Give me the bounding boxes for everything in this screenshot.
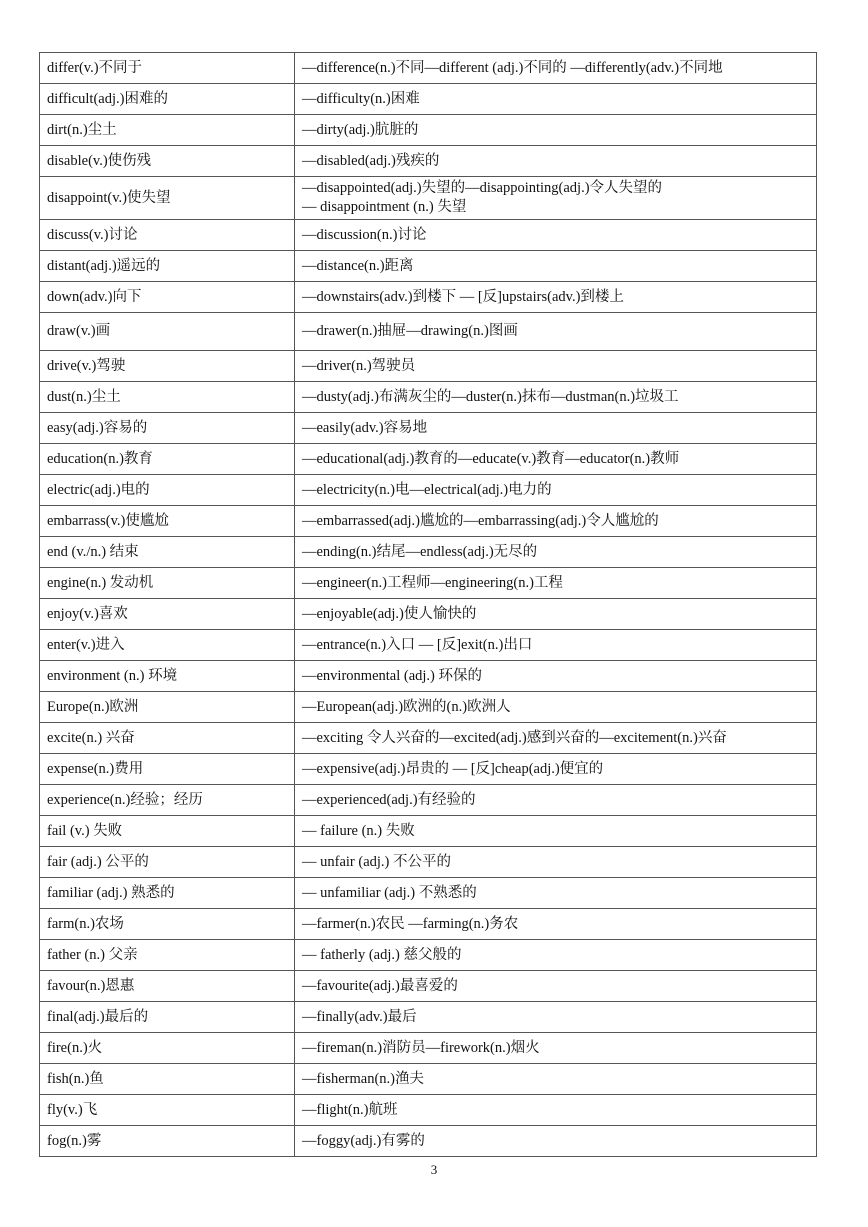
derivatives-cell: [295, 413, 817, 444]
derivative-line: —dirty(adj.)肮脏的: [302, 121, 419, 138]
derivatives-cell: [295, 661, 817, 692]
derivative-line: —finally(adv.)最后: [302, 1008, 417, 1025]
derivatives-cell: [295, 568, 817, 599]
derivative-line: —engineer(n.)工程师—engineering(n.)工程: [302, 574, 563, 591]
table-row: [40, 1064, 817, 1095]
table-row: [40, 382, 817, 413]
derivatives-cell: [295, 506, 817, 537]
derivative-line: —entrance(n.)入口 — [反]exit(n.)出口: [302, 636, 533, 653]
headword-cell: dust(n.)尘土: [40, 382, 295, 413]
derivative-line: —favourite(adj.)最喜爱的: [302, 977, 458, 994]
derivatives-cell: [295, 475, 817, 506]
derivatives-cell: [295, 220, 817, 251]
headword-cell: familiar (adj.) 熟悉的: [40, 878, 295, 909]
derivatives-cell: [295, 1033, 817, 1064]
table-row: [40, 785, 817, 816]
table-row: [40, 115, 817, 146]
table-row: [40, 53, 817, 84]
derivative-line: —enjoyable(adj.)使人愉快的: [302, 605, 477, 622]
headword-cell: father (n.) 父亲: [40, 940, 295, 971]
derivative-line: —difficulty(n.)困难: [302, 90, 420, 107]
derivative-line: —educational(adj.)教育的—educate(v.)教育—educator(n.)教师: [302, 450, 680, 467]
derivative-line: —farmer(n.)农民 —farming(n.)务农: [302, 915, 519, 932]
derivatives-cell: [295, 816, 817, 847]
table-row: [40, 282, 817, 313]
derivative-line: —driver(n.)驾驶员: [302, 357, 416, 374]
derivatives-cell: [295, 630, 817, 661]
derivative-line: —discussion(n.)讨论: [302, 226, 427, 243]
headword-cell: drive(v.)驾驶: [40, 351, 295, 382]
table-row: [40, 971, 817, 1002]
derivatives-cell: [295, 909, 817, 940]
derivative-line: —disabled(adj.)残疾的: [302, 152, 440, 169]
headword-cell: Europe(n.)欧洲: [40, 692, 295, 723]
headword-cell: enter(v.)进入: [40, 630, 295, 661]
headword-cell: end (v./n.) 结束: [40, 537, 295, 568]
table-row: [40, 313, 817, 351]
headword-cell: excite(n.) 兴奋: [40, 723, 295, 754]
derivatives-cell: [295, 313, 817, 351]
headword-cell: distant(adj.)遥远的: [40, 251, 295, 282]
table-row: [40, 847, 817, 878]
derivative-line: —exciting 令人兴奋的—excited(adj.)感到兴奋的—excitement(n.)兴奋: [302, 729, 727, 746]
table-row: [40, 878, 817, 909]
derivatives-cell: [295, 115, 817, 146]
table-row: [40, 692, 817, 723]
derivative-line: —disappointed(adj.)失望的—disappointing(adj.)令人失望的: [302, 180, 663, 196]
headword-cell: environment (n.) 环境: [40, 661, 295, 692]
derivatives-cell: [295, 84, 817, 115]
derivatives-cell: [295, 146, 817, 177]
derivatives-cell: [295, 692, 817, 723]
headword-cell: experience(n.)经验；经历: [40, 785, 295, 816]
table-row: [40, 84, 817, 115]
table-row: [40, 940, 817, 971]
derivative-line: —flight(n.)航班: [302, 1101, 398, 1118]
derivatives-cell: [295, 971, 817, 1002]
derivative-line: — failure (n.) 失败: [302, 822, 415, 839]
table-row: [40, 251, 817, 282]
derivatives-cell: [295, 177, 817, 220]
headword-cell: disappoint(v.)使失望: [40, 177, 295, 220]
headword-cell: easy(adj.)容易的: [40, 413, 295, 444]
headword-cell: enjoy(v.)喜欢: [40, 599, 295, 630]
table-row: [40, 220, 817, 251]
derivative-line: —fisherman(n.)渔夫: [302, 1070, 425, 1087]
derivative-line: — unfamiliar (adj.) 不熟悉的: [302, 884, 477, 901]
derivative-line: —expensive(adj.)昂贵的 — [反]cheap(adj.)便宜的: [302, 760, 604, 777]
derivative-line: —foggy(adj.)有雾的: [302, 1132, 425, 1149]
table-row: [40, 1033, 817, 1064]
vocabulary-table: [39, 52, 817, 1157]
table-row: [40, 723, 817, 754]
derivatives-cell: [295, 537, 817, 568]
derivatives-cell: [295, 251, 817, 282]
headword-cell: fire(n.)火: [40, 1033, 295, 1064]
headword-cell: embarrass(v.)使尴尬: [40, 506, 295, 537]
table-row: [40, 599, 817, 630]
derivatives-cell: [295, 940, 817, 971]
headword-cell: fish(n.)鱼: [40, 1064, 295, 1095]
derivative-line: —fireman(n.)消防员—firework(n.)烟火: [302, 1039, 540, 1056]
table-row: [40, 444, 817, 475]
headword-cell: fly(v.)飞: [40, 1095, 295, 1126]
derivatives-cell: [295, 847, 817, 878]
table-row: [40, 661, 817, 692]
headword-cell: fail (v.) 失败: [40, 816, 295, 847]
headword-cell: engine(n.) 发动机: [40, 568, 295, 599]
derivatives-cell: [295, 878, 817, 909]
derivative-line: —drawer(n.)抽屉—drawing(n.)图画: [302, 323, 518, 339]
headword-cell: differ(v.)不同于: [40, 53, 295, 84]
derivative-line: —downstairs(adv.)到楼下 — [反]upstairs(adv.)到楼上: [302, 288, 624, 305]
table-row: [40, 537, 817, 568]
table-row: [40, 475, 817, 506]
derivatives-cell: [295, 723, 817, 754]
derivatives-cell: [295, 1095, 817, 1126]
derivatives-cell: [295, 282, 817, 313]
table-row: [40, 630, 817, 661]
derivatives-cell: [295, 785, 817, 816]
derivatives-cell: [295, 444, 817, 475]
table-row: [40, 177, 817, 220]
headword-cell: difficult(adj.)困难的: [40, 84, 295, 115]
headword-cell: favour(n.)恩惠: [40, 971, 295, 1002]
derivatives-cell: [295, 382, 817, 413]
derivative-line: —electricity(n.)电—electrical(adj.)电力的: [302, 481, 552, 498]
table-row: [40, 413, 817, 444]
derivatives-cell: [295, 599, 817, 630]
table-row: [40, 1002, 817, 1033]
derivative-line: —environmental (adj.) 环保的: [302, 667, 482, 684]
headword-cell: discuss(v.)讨论: [40, 220, 295, 251]
headword-cell: expense(n.)费用: [40, 754, 295, 785]
headword-cell: electric(adj.)电的: [40, 475, 295, 506]
headword-cell: disable(v.)使伤残: [40, 146, 295, 177]
vocabulary-table-body: [40, 53, 817, 1157]
derivative-line: — fatherly (adj.) 慈父般的: [302, 946, 462, 963]
table-row: [40, 351, 817, 382]
derivative-line: —easily(adv.)容易地: [302, 419, 428, 436]
page-number: 3: [430, 1162, 438, 1177]
headword-cell: down(adv.)向下: [40, 282, 295, 313]
table-row: [40, 1095, 817, 1126]
table-row: [40, 816, 817, 847]
headword-cell: fair (adj.) 公平的: [40, 847, 295, 878]
derivatives-cell: [295, 1064, 817, 1095]
derivative-line: —distance(n.)距离: [302, 257, 414, 274]
derivative-line: —embarrassed(adj.)尴尬的—embarrassing(adj.)令人尴尬的: [302, 512, 659, 529]
table-row: [40, 568, 817, 599]
derivatives-cell: [295, 351, 817, 382]
derivative-line: —European(adj.)欧洲的(n.)欧洲人: [302, 698, 511, 715]
headword-cell: final(adj.)最后的: [40, 1002, 295, 1033]
derivatives-cell: [295, 1002, 817, 1033]
table-row: [40, 909, 817, 940]
derivatives-cell: [295, 53, 817, 84]
derivative-line: —ending(n.)结尾—endless(adj.)无尽的: [302, 543, 538, 560]
derivative-line: —dusty(adj.)布满灰尘的—duster(n.)抹布—dustman(n.)垃圾工: [302, 388, 679, 405]
derivative-line: — unfair (adj.) 不公平的: [302, 853, 451, 870]
table-row: [40, 754, 817, 785]
derivatives-cell: [295, 754, 817, 785]
headword-cell: fog(n.)雾: [40, 1126, 295, 1157]
derivative-line: —difference(n.)不同—different (adj.)不同的 —differently(adv.)不同地: [302, 59, 723, 76]
derivatives-cell: [295, 1126, 817, 1157]
headword-cell: farm(n.)农场: [40, 909, 295, 940]
table-row: [40, 506, 817, 537]
headword-cell: draw(v.)画: [40, 313, 295, 351]
headword-cell: dirt(n.)尘土: [40, 115, 295, 146]
table-row: [40, 1126, 817, 1157]
headword-cell: education(n.)教育: [40, 444, 295, 475]
derivative-line: — disappointment (n.) 失望: [302, 199, 467, 215]
table-row: [40, 146, 817, 177]
derivative-line: —experienced(adj.)有经验的: [302, 791, 476, 808]
